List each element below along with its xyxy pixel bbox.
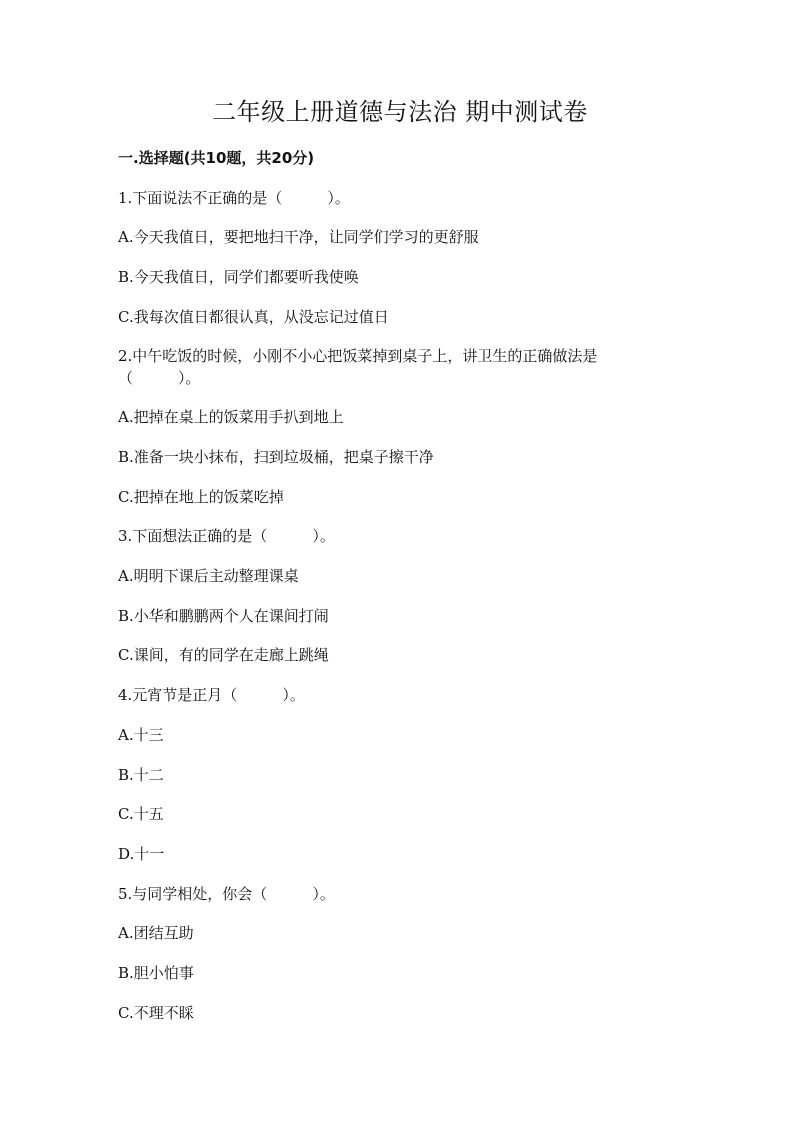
option-1-a: A.今天我值日，要把地扫干净，让同学们学习的更舒服 [118, 228, 479, 246]
question-stem-5: 5.与同学相处，你会（ ）。 [118, 885, 335, 903]
option-4-a: A.十三 [118, 726, 164, 744]
option-3-a: A.明明下课后主动整理课桌 [118, 567, 299, 585]
section-heading: 一.选择题(共10题，共20分) [118, 149, 315, 167]
option-5-c: C.不理不睬 [118, 1004, 194, 1022]
option-3-b: B.小华和鹏鹏两个人在课间打闹 [118, 607, 329, 625]
option-1-c: C.我每次值日都很认真，从没忘记过值日 [118, 308, 389, 326]
option-4-b: B.十二 [118, 766, 164, 784]
option-5-b: B.胆小怕事 [118, 964, 194, 982]
option-2-b: B.准备一块小抹布，扫到垃圾桶，把桌子擦干净 [118, 448, 434, 466]
question-stem-4: 4.元宵节是正月（ ）。 [118, 686, 305, 704]
question-stem-1: 1.下面说法不正确的是（ ）。 [118, 189, 350, 207]
page-title: 二年级上册道德与法治 期中测试卷 [212, 98, 588, 126]
option-2-c: C.把掉在地上的饭菜吃掉 [118, 488, 284, 506]
option-5-a: A.团结互助 [118, 924, 194, 942]
option-4-c: C.十五 [118, 805, 164, 823]
question-stem-2: 2.中午吃饭的时候，小刚不小心把饭菜掉到桌子上，讲卫生的正确做法是 [118, 347, 598, 365]
option-4-d: D.十一 [118, 845, 165, 863]
option-3-c: C.课间，有的同学在走廊上跳绳 [118, 646, 329, 664]
question-stem-2-cont: （ ）。 [118, 369, 201, 387]
question-stem-3: 3.下面想法正确的是（ ）。 [118, 527, 335, 545]
option-1-b: B.今天我值日，同学们都要听我使唤 [118, 268, 359, 286]
option-2-a: A.把掉在桌上的饭菜用手扒到地上 [118, 408, 344, 426]
